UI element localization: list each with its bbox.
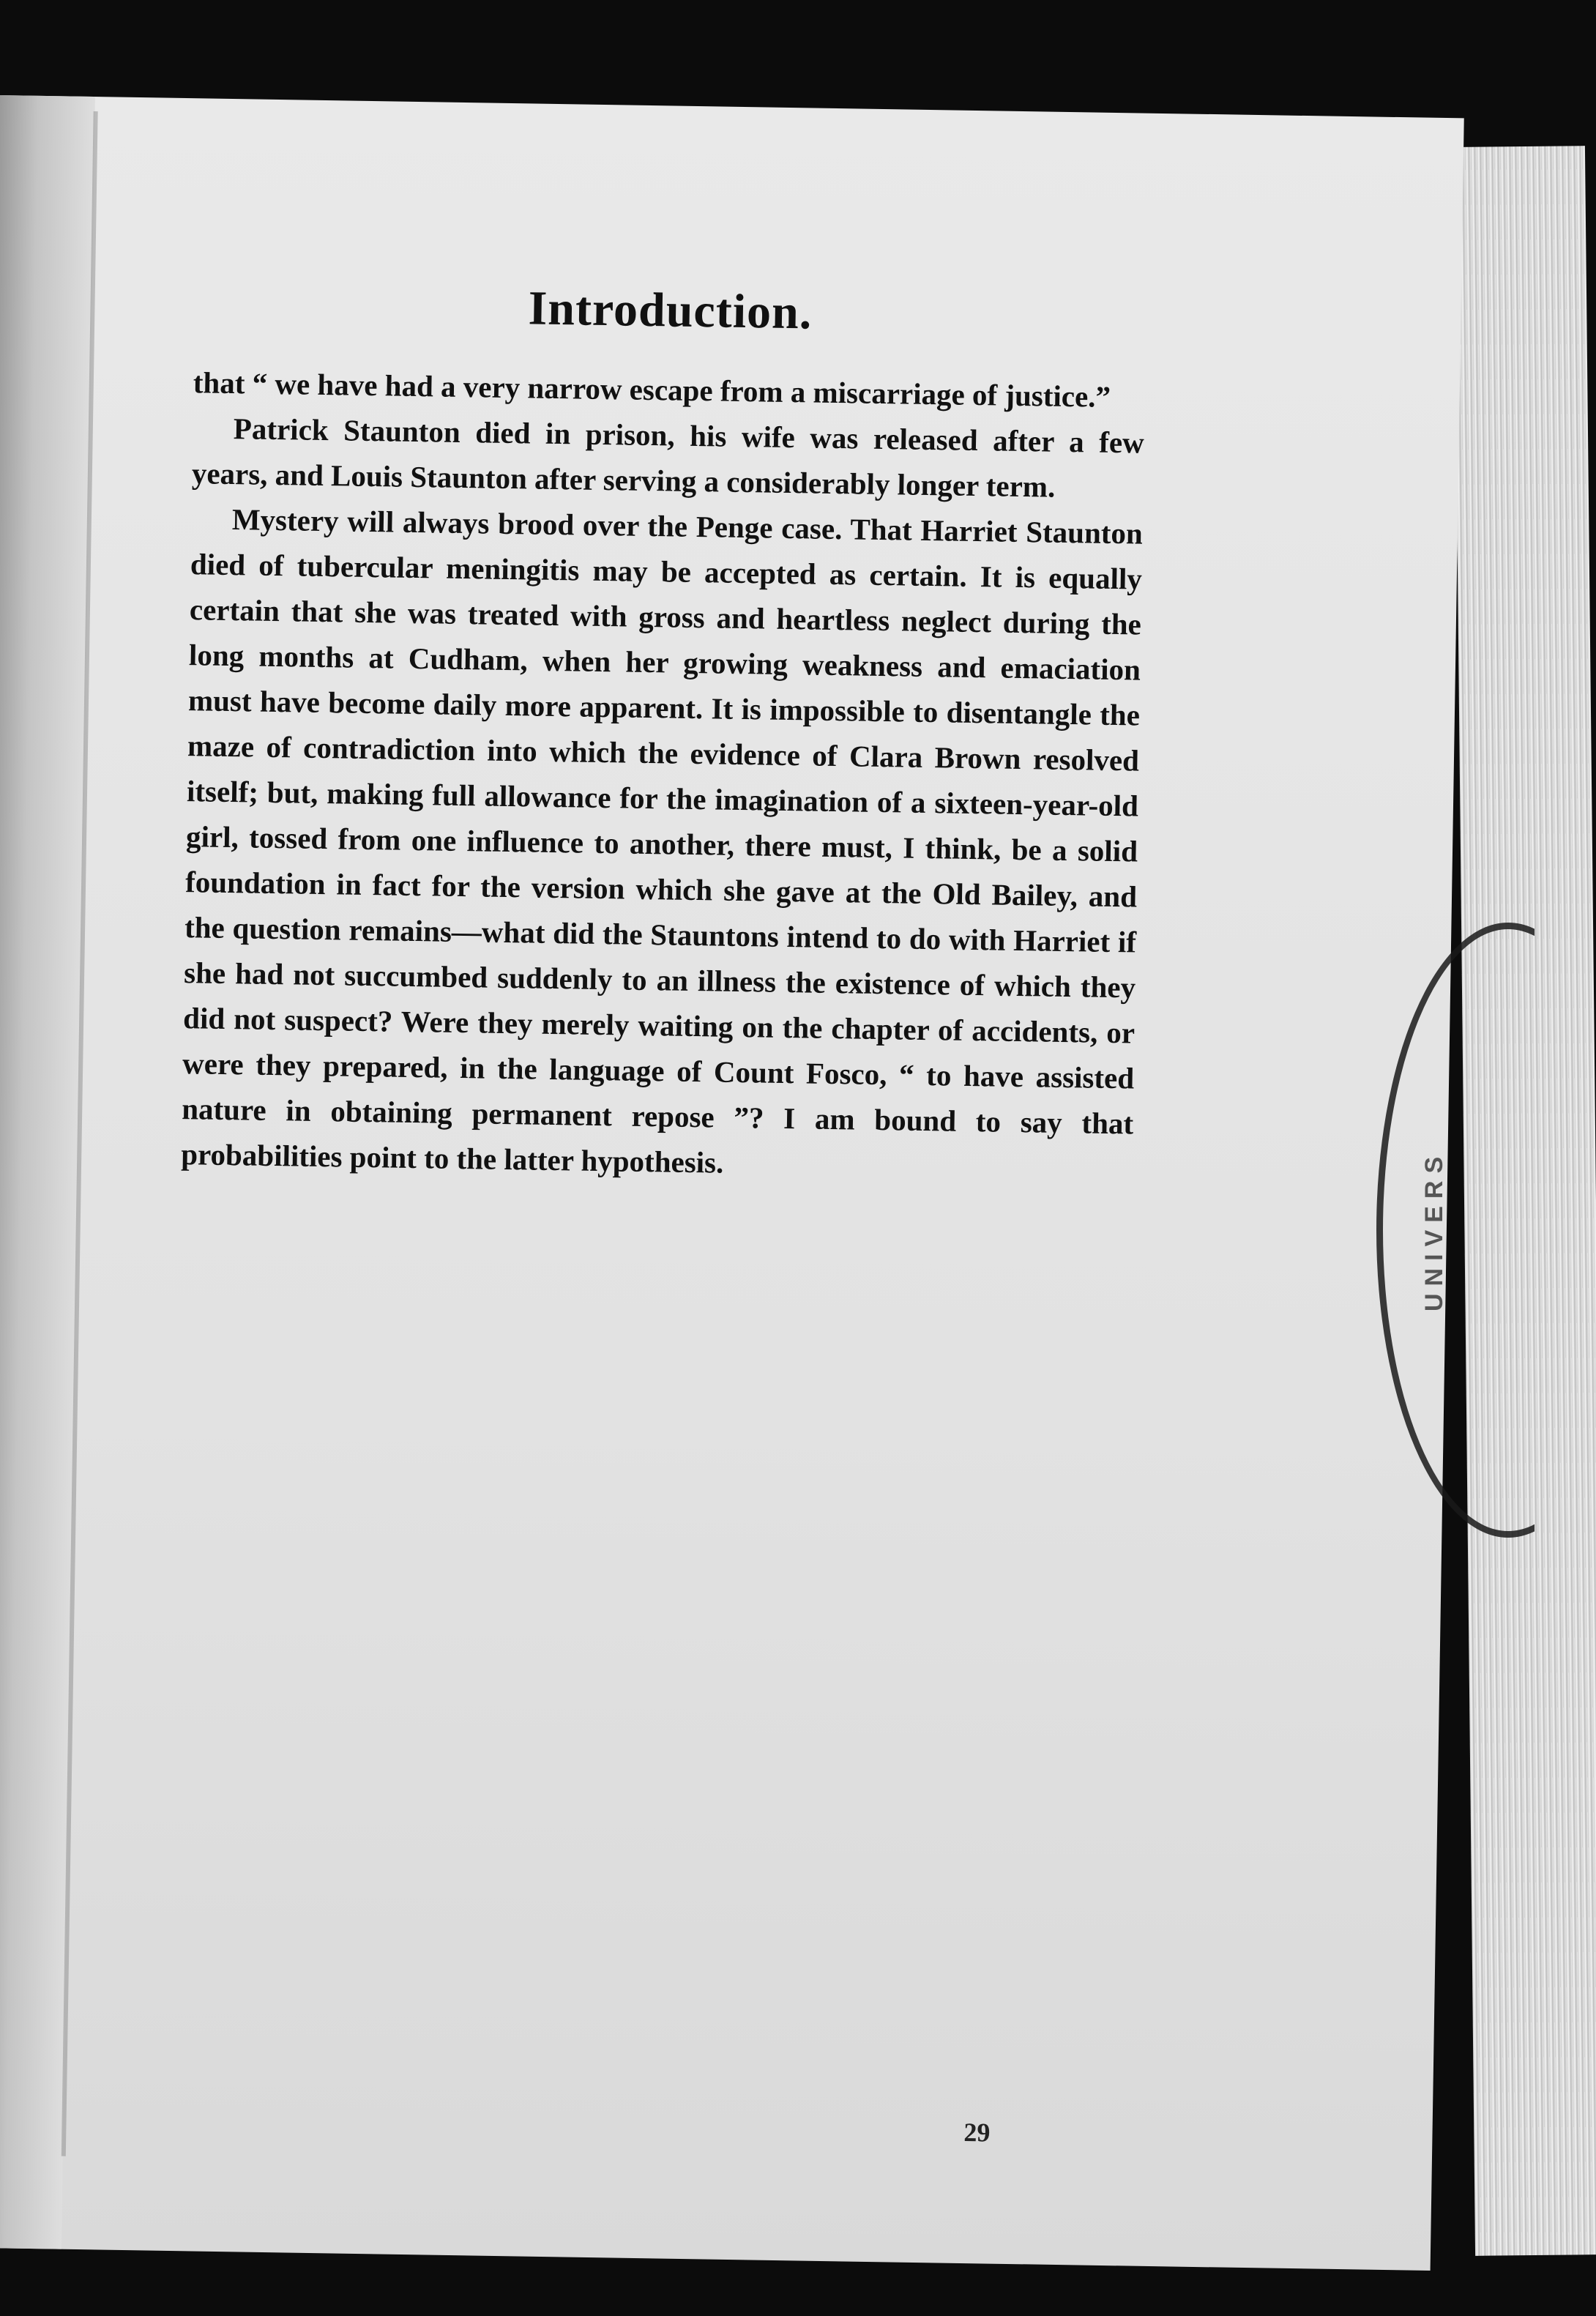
book-page	[0, 95, 1464, 2271]
page-number: 29	[963, 2118, 991, 2148]
page-text-block	[181, 274, 1146, 1191]
running-heading: Introduction.	[528, 281, 813, 340]
paragraph-staunton-fates: Patrick Staunton died in prison, his wife was released after a few years, and Louis Staunton after serving a considerably longer term.	[191, 412, 1145, 504]
paragraph-penge-mystery: Mystery will always brood over the Penge case. That Harriet Staunton died of tubercular meningitis may be accepted as certain. It is equally certain that she was treated with gross and heartless neglect during the long months at Cudham, when her growing weakness and emaciation must have become daily more apparent. It is impossible to disentangle the maze of contradiction into which the evidence of Clara Brown resolved itself; but, making full allowance for the imagination of a sixteen-year-old girl, tossed from one influence to another, there must, I think, be a solid foundation in fact for the version which she gave at the Old Bailey, and the question remains—what did the Stauntons intend to do with Harriet if she had not succumbed suddenly to an illness the existence of which they did not suspect? Were they merely waiting on the chapter of accidents, or were they prepared, in the language of Count Fosco, “ to have assisted nature in obtaining permanent repose ”? I am bound to say that probabilities point to the latter hypothesis.	[180, 502, 1144, 1180]
paragraph-continuation: that “ we have had a very narrow escape from a miscarriage of justice.”	[193, 365, 1111, 414]
library-stamp-text: UNIVERS	[1420, 1149, 1448, 1311]
